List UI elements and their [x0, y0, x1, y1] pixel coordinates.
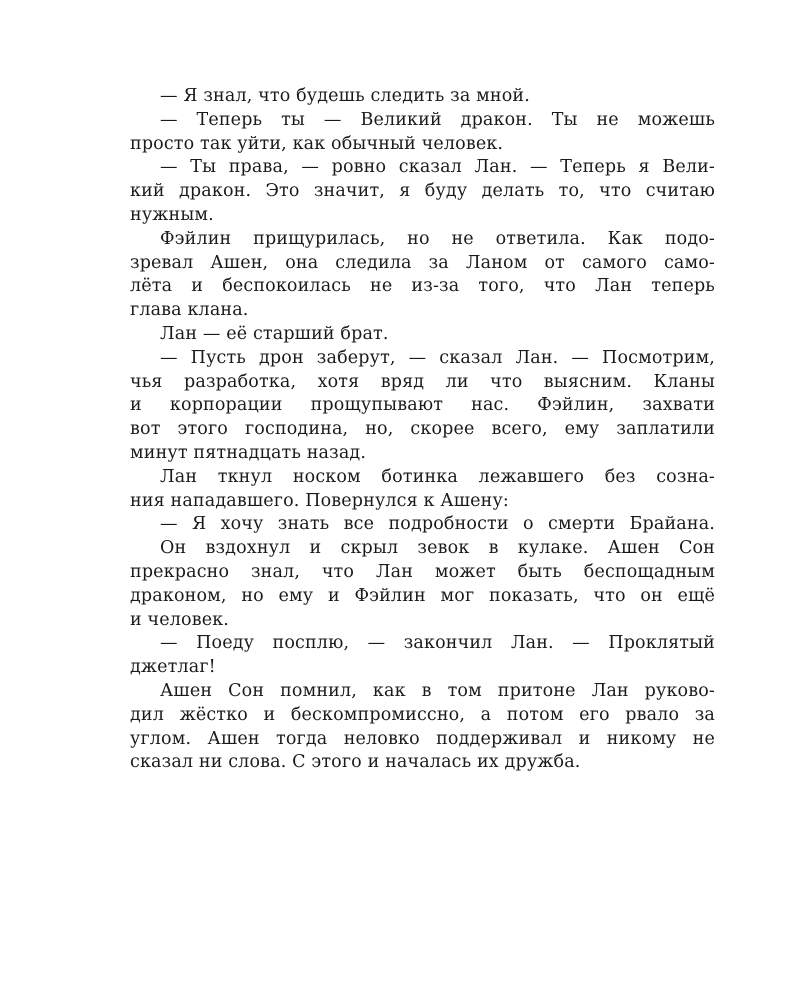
text-line: и человек. [130, 609, 230, 630]
text-line: Лан ткнул носком ботинка лежавшего без созна- [160, 466, 715, 487]
text-line: — Ты права, — ровно сказал Лан. — Теперь я Вели- [160, 157, 715, 178]
text-line: Он вздохнул и скрыл зевок в кулаке. Ашен Сон [160, 538, 715, 559]
text-line: и корпорации прощупывают нас. Фэйлин, захвати [130, 395, 715, 416]
text-line: ния нападавшего. Повернулся к Ашену: [130, 490, 509, 511]
text-line: чья разработка, хотя вряд ли что выясним. Кланы [130, 371, 715, 392]
body-text [130, 85, 715, 775]
text-line: — Теперь ты — Великий дракон. Ты не можешь [160, 109, 715, 130]
text-line: — Поеду посплю, — закончил Лан. — Проклятый [160, 633, 715, 654]
text-line: нужным. [130, 204, 214, 225]
text-line: кий дракон. Это значит, я буду делать то, что считаю [130, 181, 715, 202]
text-line: Лан — её старший брат. [160, 323, 389, 344]
text-line: углом. Ашен тогда неловко поддерживал и никому не [130, 728, 715, 749]
text-line: дил жёстко и бескомпромиссно, а потом его рвало за [130, 704, 715, 725]
text-line: — Я хочу знать все подробности о смерти Брайана. [160, 514, 715, 535]
text-line: вот этого господина, но, скорее всего, ему заплатили [130, 419, 715, 440]
text-line: глава клана. [130, 300, 249, 321]
text-line: Ашен Сон помнил, как в том притоне Лан руково- [160, 680, 715, 701]
text-line: минут пятнадцать назад. [130, 442, 367, 463]
text-line: зревал Ашен, она следила за Ланом от самого само- [130, 252, 715, 273]
text-line: — Я знал, что будешь следить за мной. [160, 86, 530, 106]
text-line: лёта и беспокоилась не из-за того, что Лан теперь [130, 276, 715, 297]
text-line: Фэйлин прищурилась, но не ответила. Как подо- [160, 228, 715, 249]
text-line: сказал ни слова. С этого и началась их дружба. [130, 752, 581, 773]
text-line: драконом, но ему и Фэйлин мог показать, что он ещё [130, 585, 715, 606]
text-line: джетлаг! [130, 657, 216, 678]
text-line: прекрасно знал, что Лан может быть беспощадным [130, 561, 715, 582]
text-line: — Пусть дрон заберут, — сказал Лан. — Посмотрим, [160, 347, 715, 368]
text-line: просто так уйти, как обычный человек. [130, 133, 504, 154]
